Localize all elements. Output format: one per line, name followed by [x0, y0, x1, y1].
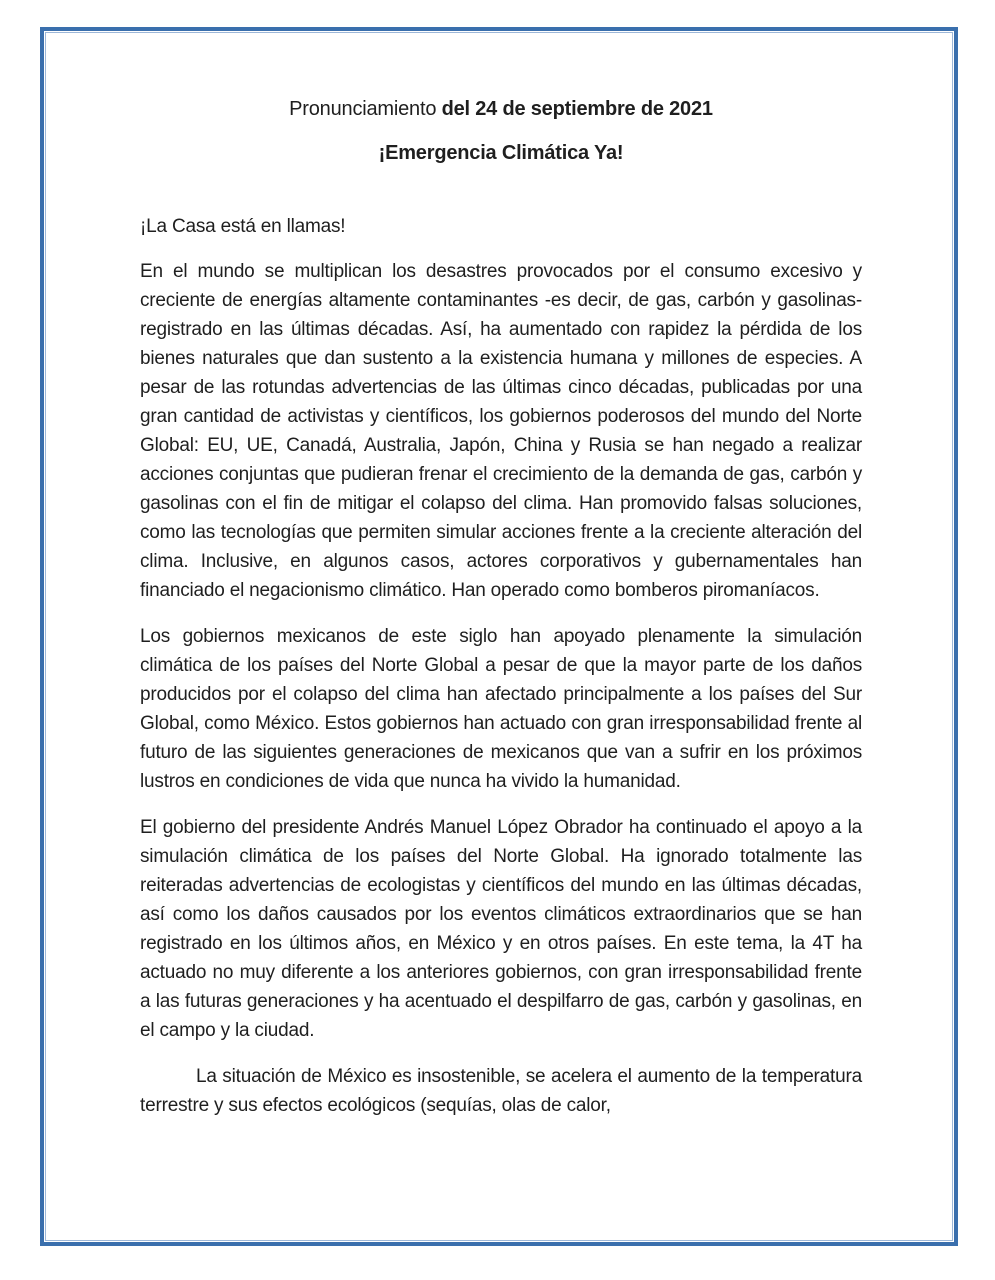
paragraph-1: En el mundo se multiplican los desastres provocados por el consumo excesivo y creciente de energías altamente contaminantes -es decir, de gas, carbón y gasolinas- registrado en las últimas décadas. Así, ha aumentado con rapidez la pérdida de los bienes naturales que dan sustento a la existencia humana y millones de especies. A pesar de las rotundas advertencias de las últimas cinco décadas, publicadas por una gran cantidad de activistas y científicos, los gobiernos poderosos del mundo del Norte Global: EU, UE, Canadá, Australia, Japón, China y Rusia se han negado a realizar acciones conjuntas que pudieran frenar el crecimiento de la demanda de gas, carbón y gasolinas con el fin de mitigar el colapso del clima. Han promovido falsas soluciones, como las tecnologías que permiten simular acciones frente a la creciente alteración del clima. Inclusive, en algunos casos, actores corporativos y gubernamentales han financiado el negacionismo climático. Han operado como bomberos piromaníacos. — [140, 261, 862, 601]
paragraph-3: El gobierno del presidente Andrés Manuel López Obrador ha continuado el apoyo a la simulación climática de los países del Norte Global. Ha ignorado totalmente las reiteradas advertencias de ecologistas y científicos del mundo en las últimas décadas, así como los daños causados por los eventos climáticos extraordinarios que se han registrado en los últimos años, en México y en otros países. En este tema, la 4T ha actuado no muy diferente a los anteriores gobiernos, con gran irresponsabilidad frente a las futuras generaciones y ha acentuado el despilfarro de gas, carbón y gasolinas, en el campo y la ciudad. — [140, 817, 862, 1041]
page-border-inner-line — [45, 32, 953, 1241]
document-content — [46, 33, 952, 1240]
page-border — [40, 27, 958, 1246]
title-regular-text: Pronunciamiento — [289, 98, 442, 120]
salutation-line: ¡La Casa está en llamas! — [140, 216, 346, 237]
document-subtitle: ¡Emergencia Climática Ya! — [378, 142, 624, 164]
document-title — [140, 95, 862, 124]
title-bold-text: del 24 de septiembre de 2021 — [441, 98, 713, 120]
paragraph-4: La situación de México es insostenible, se acelera el aumento de la temperatura terrestre y sus efectos ecológicos (sequías, olas de calor, — [140, 1066, 862, 1116]
paragraph-2: Los gobiernos mexicanos de este siglo han apoyado plenamente la simulación climática de los países del Norte Global a pesar de que la mayor parte de los daños producidos por el colapso del clima han afectado principalmente a los países del Sur Global, como México. Estos gobiernos han actuado con gran irresponsabilidad frente al futuro de las siguientes generaciones de mexicanos que van a sufrir en los próximos lustros en condiciones de vida que nunca ha vivido la humanidad. — [140, 626, 862, 792]
